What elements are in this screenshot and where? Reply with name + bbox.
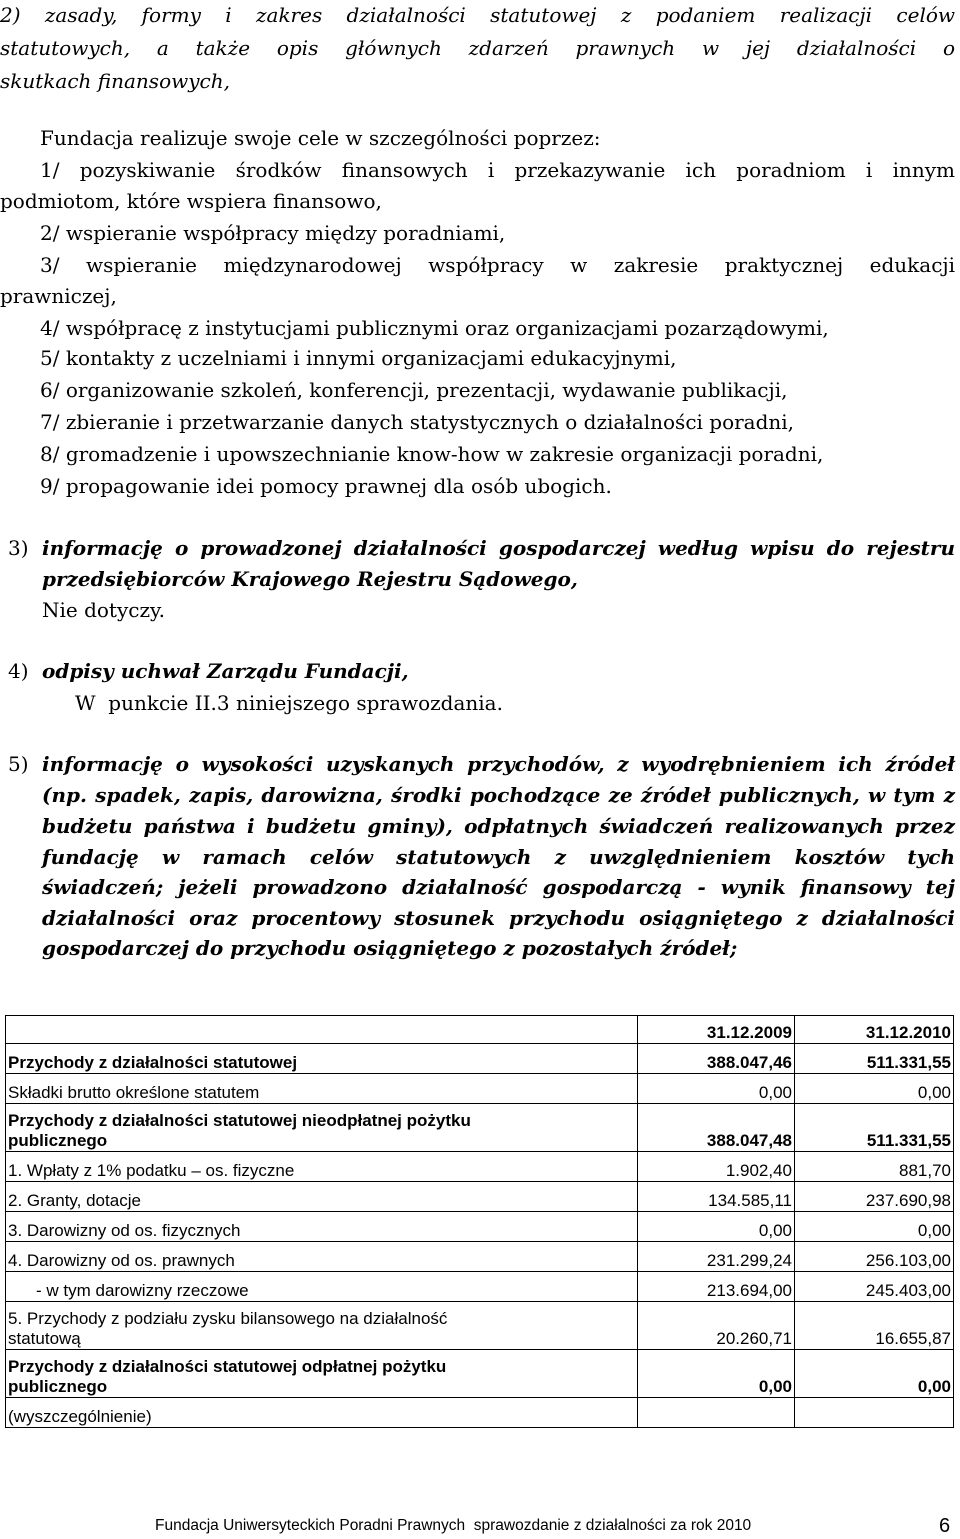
table-row [6,1104,954,1152]
section-5-heading-line-7: gospodarczej do przychodu osiągniętego z pozostałych źródeł; [42,936,738,960]
list-item-1-line-1: 1/ pozyskiwanie środków finansowych i przekazywanie ich poradniom i innym [40,158,955,182]
section-4-answer: W punkcie II.3 niniejszego sprawozdania. [75,691,503,715]
value-2010 [795,1398,954,1428]
section-2-intro: Fundacja realizuje swoje cele w szczególności poprzez: [40,126,601,150]
list-item-3-line-2: prawniczej, [0,284,117,308]
value-2010: 0,00 [795,1350,954,1398]
value-2009: 134.585,11 [638,1182,795,1212]
row-label-line-2: statutową [8,1329,81,1348]
row-label-line-1: 5. Przychody z podziału zysku bilansowego na działalność [8,1309,448,1328]
section-2-heading-line-3: skutkach finansowych, [0,69,230,93]
table-header-row [6,1016,954,1044]
page-number: 6 [939,1515,951,1537]
list-item-9: 9/ propagowanie idei pomocy prawnej dla osób ubogich. [40,474,612,498]
row-label: 3. Darowizny od os. fizycznych [6,1212,638,1242]
section-3-heading-line-1: informację o prowadzonej działalności gospodarczej według wpisu do rejestru [42,536,955,560]
row-label: 2. Granty, dotacje [6,1182,638,1212]
row-label: Składki brutto określone statutem [6,1074,638,1104]
section-3-heading-line-2: przedsiębiorców Krajowego Rejestru Sądowego, [42,567,578,591]
value-2010: 245.403,00 [795,1272,954,1302]
section-3-answer: Nie dotyczy. [42,598,166,622]
row-label-line-1: Przychody z działalności statutowej odpłatnej pożytku [8,1357,447,1376]
revenue-table [5,1015,954,1428]
table-row [6,1182,954,1212]
table-row [6,1272,954,1302]
value-2010: 511.331,55 [795,1044,954,1074]
list-item-4: 4/ współpracę z instytucjami publicznymi oraz organizacjami pozarządowymi, [40,316,829,340]
row-label: 1. Wpłaty z 1% podatku – os. fizyczne [6,1152,638,1182]
section-5-heading-line-2: (np. spadek, zapis, darowizna, środki pochodzące ze źródeł publicznych, w tym z [42,783,955,807]
section-2-heading-line-1: 2) zasady, formy i zakres działalności statutowej z podaniem realizacji celów [0,3,955,27]
value-2009: 20.260,71 [638,1302,795,1350]
row-label: Przychody z działalności statutowej [6,1044,638,1074]
list-item-7: 7/ zbieranie i przetwarzanie danych statystycznych o działalności poradni, [40,410,795,434]
value-2010: 256.103,00 [795,1242,954,1272]
section-5-heading-line-1: informację o wysokości uzyskanych przychodów, z wyodrębnieniem ich źródeł [42,752,955,776]
row-label [6,1302,638,1350]
table-row [6,1302,954,1350]
section-5-number: 5) [8,752,29,776]
section-4-heading: odpisy uchwał Zarządu Fundacji, [42,659,409,683]
value-2010: 237.690,98 [795,1182,954,1212]
value-2009: 0,00 [638,1350,795,1398]
table-header-cell: 31.12.2010 [795,1016,954,1044]
value-2009: 0,00 [638,1212,795,1242]
table-header-cell [6,1016,638,1044]
section-5-heading-line-3: budżetu państwa i budżetu gminy), odpłatnych świadczeń realizowanych przez [42,814,955,838]
list-item-8: 8/ gromadzenie i upowszechnianie know-how w zakresie organizacji poradni, [40,442,824,466]
row-label: 4. Darowizny od os. prawnych [6,1242,638,1272]
row-label [6,1104,638,1152]
value-2009: 0,00 [638,1074,795,1104]
list-item-2: 2/ wspieranie współpracy między poradniami, [40,221,506,245]
value-2010: 16.655,87 [795,1302,954,1350]
row-label-line-1: Przychody z działalności statutowej nieodpłatnej pożytku [8,1111,471,1130]
row-label-line-2: publicznego [8,1377,108,1396]
value-2010: 881,70 [795,1152,954,1182]
row-label: - w tym darowizny rzeczowe [6,1272,638,1302]
table-row [6,1350,954,1398]
value-2009: 388.047,48 [638,1104,795,1152]
value-2009: 213.694,00 [638,1272,795,1302]
table-row [6,1152,954,1182]
value-2009: 231.299,24 [638,1242,795,1272]
list-item-3-line-1: 3/ wspieranie międzynarodowej współpracy w zakresie praktycznej edukacji [40,253,955,277]
section-3-number: 3) [8,536,29,560]
section-5-heading-line-6: działalności oraz procentowy stosunek przychodu osiągniętego z działalności [42,906,955,930]
table-header-cell: 31.12.2009 [638,1016,795,1044]
section-5-heading-line-4: fundację w ramach celów statutowych z uwzględnieniem kosztów tych [42,845,955,869]
table-row [6,1398,954,1428]
table-row [6,1242,954,1272]
row-label: (wyszczególnienie) [6,1398,638,1428]
table-row [6,1074,954,1104]
list-item-1-line-2: podmiotom, które wspiera finansowo, [0,189,382,213]
list-item-5: 5/ kontakty z uczelniami i innymi organizacjami edukacyjnymi, [40,346,677,370]
value-2010: 0,00 [795,1074,954,1104]
table-row [6,1212,954,1242]
value-2009: 1.902,40 [638,1152,795,1182]
list-item-6: 6/ organizowanie szkoleń, konferencji, prezentacji, wydawanie publikacji, [40,378,788,402]
table-row [6,1044,954,1074]
section-5-heading-line-5: świadczeń; jeżeli prowadzono działalność gospodarczą - wynik finansowy tej [42,875,955,899]
value-2010: 511.331,55 [795,1104,954,1152]
value-2009 [638,1398,795,1428]
section-4-number: 4) [8,659,29,683]
section-2-heading-line-2: statutowych, a także opis głównych zdarzeń prawnych w jej działalności o [0,36,955,60]
value-2010: 0,00 [795,1212,954,1242]
row-label-line-2: publicznego [8,1131,108,1150]
row-label [6,1350,638,1398]
value-2009: 388.047,46 [638,1044,795,1074]
page-footer: Fundacja Uniwersyteckich Poradni Prawnych sprawozdanie z działalności za rok 2010 [155,1517,752,1534]
